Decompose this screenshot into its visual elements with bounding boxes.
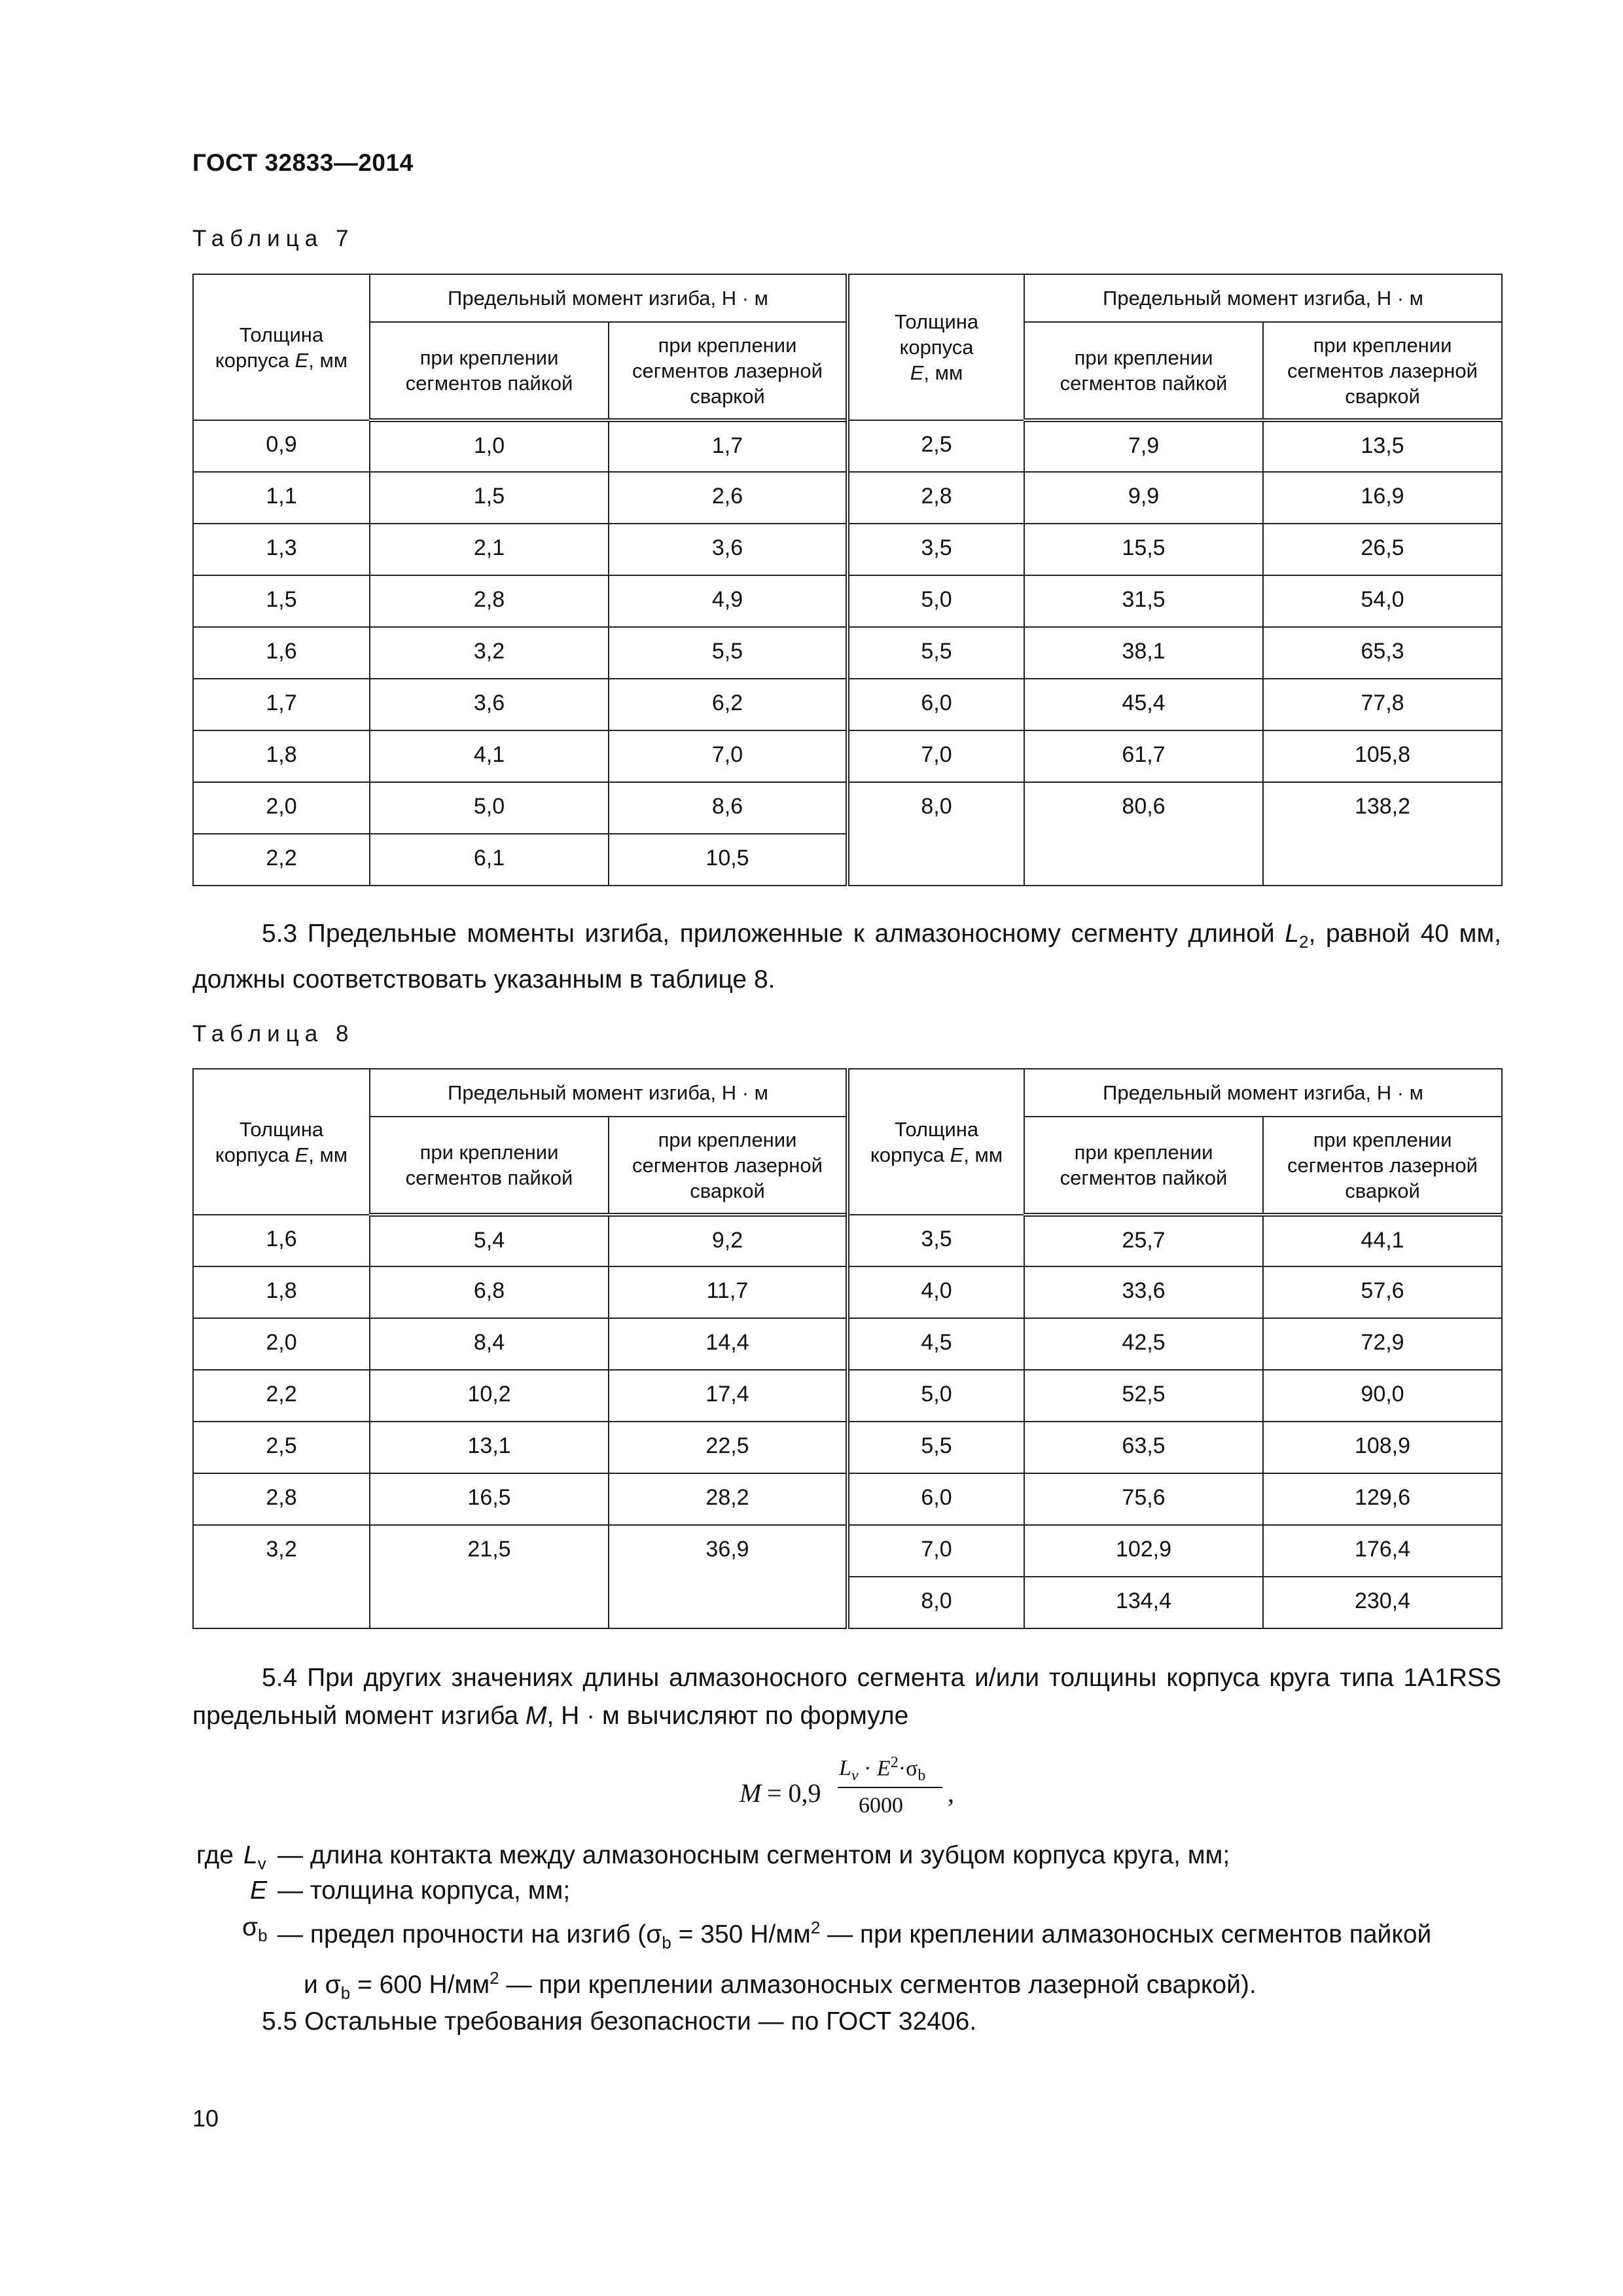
table-cell: 16,5	[370, 1473, 609, 1525]
table-cell	[193, 1577, 370, 1628]
table-cell: 3,6	[370, 679, 609, 730]
col-solder-header: при креплении сегментов пайкой	[370, 1117, 609, 1215]
table-cell: 8,0	[847, 1577, 1024, 1628]
table-cell: 1,0	[370, 420, 609, 472]
col-solder-header-right: при креплении сегментов пайкой	[1024, 1117, 1263, 1215]
formula-bending-moment: M = 0,9 $L_v \cdot E^2\cdot\sigma_b$ 6000 ,	[740, 1754, 954, 1818]
table-row	[193, 627, 1502, 679]
table-cell: 7,9	[1024, 420, 1263, 472]
table-row	[193, 1473, 1502, 1525]
table-cell: 5,5	[847, 627, 1024, 679]
table-cell: 2,8	[847, 472, 1024, 524]
col-solder-header: при креплении сегментов пайкой	[370, 322, 609, 420]
table-cell: 75,6	[1024, 1473, 1263, 1525]
col-thickness-header-right: Толщина корпуса E, мм	[847, 1069, 1024, 1215]
table-cell: 134,4	[1024, 1577, 1263, 1628]
col-moment-header: Предельный момент изгиба, Н · м	[370, 1069, 847, 1117]
table-row	[193, 420, 1502, 472]
table-cell: 6,8	[370, 1266, 609, 1318]
table-cell: 4,9	[609, 575, 847, 627]
table-cell: 44,1	[1263, 1215, 1502, 1266]
table-cell: 5,0	[847, 575, 1024, 627]
table-cell: 2,6	[609, 472, 847, 524]
table-cell: 1,1	[193, 472, 370, 524]
formula-numerator: $L_v \cdot E^2\cdot\sigma_b$	[839, 1754, 926, 1785]
table-cell	[370, 1577, 609, 1628]
table-7	[192, 274, 1503, 886]
table-cell: 4,0	[847, 1266, 1024, 1318]
table-cell: 230,4	[1263, 1577, 1502, 1628]
table-cell: 8,4	[370, 1318, 609, 1370]
table-cell: 7,0	[847, 730, 1024, 782]
table-cell: 3,2	[193, 1525, 370, 1577]
table-cell: 176,4	[1263, 1525, 1502, 1577]
table8-caption: Таблица 8	[192, 1021, 355, 1047]
table-cell: 6,0	[847, 1473, 1024, 1525]
table-cell	[847, 834, 1024, 886]
table-cell: 6,0	[847, 679, 1024, 730]
table-cell: 4,5	[847, 1318, 1024, 1370]
table-cell	[1024, 834, 1263, 886]
table-cell: 72,9	[1263, 1318, 1502, 1370]
table-row	[193, 1215, 1502, 1266]
table-8	[192, 1068, 1503, 1629]
table-cell: 5,0	[847, 1370, 1024, 1422]
table-cell: 9,2	[609, 1215, 847, 1266]
table-cell: 3,6	[609, 524, 847, 575]
table-cell: 2,0	[193, 782, 370, 834]
table-cell: 2,8	[193, 1473, 370, 1525]
table-row	[193, 1577, 1502, 1628]
table-row	[193, 1525, 1502, 1577]
table-cell: 2,1	[370, 524, 609, 575]
table-cell: 57,6	[1263, 1266, 1502, 1318]
table-row	[193, 1422, 1502, 1473]
table-cell: 61,7	[1024, 730, 1263, 782]
col-thickness-header: Толщина корпуса E, мм	[193, 274, 370, 420]
table-cell: 26,5	[1263, 524, 1502, 575]
page-number: 10	[192, 2105, 219, 2132]
table-cell: 138,2	[1263, 782, 1502, 834]
col-laser-header-right: при креплении сегментов лазерной сваркой	[1263, 322, 1502, 420]
table-cell: 45,4	[1024, 679, 1263, 730]
table-row	[193, 524, 1502, 575]
table-cell: 1,3	[193, 524, 370, 575]
table-cell: 25,7	[1024, 1215, 1263, 1266]
table-row	[193, 782, 1502, 834]
where-block: где $L_v$ — длина контакта между алмазоносным сегментом и зубцом корпуса круга, мм; E — толщина корпуса, мм; $\sigma_b$ — предел прочности на изгиб ($\sigma_b = 350$ $Н/мм^2$ — при креплении алмазоносных сегментов пайкой и $\sigma_b = 600$ $Н/мм^2$ — при креплении алмазоносных сегментов лазерной сваркой).	[196, 1838, 1501, 1988]
table-cell: 63,5	[1024, 1422, 1263, 1473]
table-cell: 38,1	[1024, 627, 1263, 679]
table-cell: 90,0	[1263, 1370, 1502, 1422]
table-cell: 6,1	[370, 834, 609, 886]
table-cell: 2,5	[193, 1422, 370, 1473]
table-cell: 3,2	[370, 627, 609, 679]
table-cell: 65,3	[1263, 627, 1502, 679]
table-cell: 5,0	[370, 782, 609, 834]
paragraph-5-4: 5.4 При других значениях длины алмазоносного сегмента и/или толщины корпуса круга типа 1A1RSS предельный момент изгиба M, Н · м вычисляют по формуле	[192, 1664, 1501, 1730]
table-cell: 10,5	[609, 834, 847, 886]
table-row	[193, 575, 1502, 627]
table-row	[193, 1370, 1502, 1422]
table-cell: 1,7	[193, 679, 370, 730]
col-moment-header: Предельный момент изгиба, Н · м	[370, 274, 847, 322]
table-cell: 2,2	[193, 1370, 370, 1422]
table-cell: 11,7	[609, 1266, 847, 1318]
table-cell: 7,0	[609, 730, 847, 782]
table-row	[193, 1318, 1502, 1370]
table-cell: 8,6	[609, 782, 847, 834]
table-cell: 14,4	[609, 1318, 847, 1370]
table-cell: 5,5	[609, 627, 847, 679]
table-row	[193, 1266, 1502, 1318]
table-row	[193, 730, 1502, 782]
table-cell: 3,5	[847, 1215, 1024, 1266]
table-cell: 42,5	[1024, 1318, 1263, 1370]
table-cell: 1,6	[193, 1215, 370, 1266]
table-cell: 7,0	[847, 1525, 1024, 1577]
table-cell	[1263, 834, 1502, 886]
table-cell	[609, 1577, 847, 1628]
table-cell: 108,9	[1263, 1422, 1502, 1473]
table-cell: 2,0	[193, 1318, 370, 1370]
col-moment-header-right: Предельный момент изгиба, Н · м	[1024, 274, 1502, 322]
table-cell: 31,5	[1024, 575, 1263, 627]
table-cell: 52,5	[1024, 1370, 1263, 1422]
formula-denominator: 6000	[859, 1793, 903, 1818]
table-cell: 5,4	[370, 1215, 609, 1266]
paragraph-5-5: 5.5 Остальные требования безопасности — по ГОСТ 32406.	[262, 2007, 977, 2036]
table-cell: 8,0	[847, 782, 1024, 834]
table-cell: 4,1	[370, 730, 609, 782]
col-solder-header-right: при креплении сегментов пайкой	[1024, 322, 1263, 420]
col-thickness-header-right: Толщина корпуса E, мм	[847, 274, 1024, 420]
table-cell: 1,5	[193, 575, 370, 627]
table-cell: 129,6	[1263, 1473, 1502, 1525]
fraction-bar	[838, 1787, 942, 1788]
table-cell: 3,5	[847, 524, 1024, 575]
table-cell: 54,0	[1263, 575, 1502, 627]
table-cell: 16,9	[1263, 472, 1502, 524]
table-cell: 0,9	[193, 420, 370, 472]
table-cell: 1,6	[193, 627, 370, 679]
table-cell: 28,2	[609, 1473, 847, 1525]
table-cell: 1,8	[193, 730, 370, 782]
table-cell: 15,5	[1024, 524, 1263, 575]
document-header: ГОСТ 32833—2014	[192, 149, 414, 176]
table-cell: 10,2	[370, 1370, 609, 1422]
table-cell: 22,5	[609, 1422, 847, 1473]
table-cell: 36,9	[609, 1525, 847, 1577]
col-laser-header: при креплении сегментов лазерной сваркой	[609, 322, 847, 420]
table-cell: 33,6	[1024, 1266, 1263, 1318]
table-cell: 13,1	[370, 1422, 609, 1473]
col-moment-header-right: Предельный момент изгиба, Н · м	[1024, 1069, 1502, 1117]
table-cell: 2,8	[370, 575, 609, 627]
table-cell: 1,8	[193, 1266, 370, 1318]
table-cell: 102,9	[1024, 1525, 1263, 1577]
table-cell: 17,4	[609, 1370, 847, 1422]
col-laser-header-right: при креплении сегментов лазерной сваркой	[1263, 1117, 1502, 1215]
table-cell: 9,9	[1024, 472, 1263, 524]
table-row	[193, 834, 1502, 886]
col-laser-header: при креплении сегментов лазерной сваркой	[609, 1117, 847, 1215]
table-cell: 2,2	[193, 834, 370, 886]
table7-caption: Таблица 7	[192, 226, 355, 251]
where-sigma-text: — предел прочности на изгиб ($\sigma_b = 350$ $Н/мм^2$ — при креплении алмазоносных сегментов пайкой и $\sigma_b = 600$ $Н/мм^2$ — при креплении алмазоносных сегментов лазерной сваркой).	[277, 1918, 1432, 2003]
table-cell: 2,5	[847, 420, 1024, 472]
table-cell: 1,7	[609, 420, 847, 472]
col-thickness-header: Толщина корпуса E, мм	[193, 1069, 370, 1215]
table-cell: 105,8	[1263, 730, 1502, 782]
paragraph-5-3: 5.3 Предельные моменты изгиба, приложенные к алмазоносному сегменту длиной $L_2$, равной 40 мм, должны соответствовать указанным в таблице 8.	[192, 920, 1502, 994]
table-cell: 5,5	[847, 1422, 1024, 1473]
table-cell: 6,2	[609, 679, 847, 730]
table-row	[193, 679, 1502, 730]
table-cell: 13,5	[1263, 420, 1502, 472]
table-cell: 1,5	[370, 472, 609, 524]
table-row	[193, 472, 1502, 524]
table-cell: 77,8	[1263, 679, 1502, 730]
table-cell: 80,6	[1024, 782, 1263, 834]
table-cell: 21,5	[370, 1525, 609, 1577]
